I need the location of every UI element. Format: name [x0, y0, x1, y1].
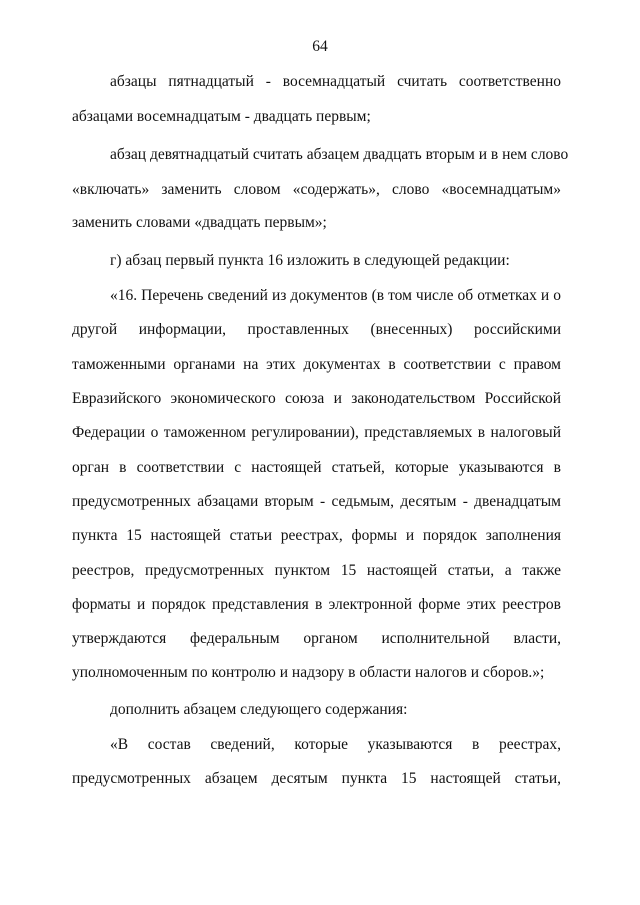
text-line: абзацами восемнадцатым - двадцать первым; [72, 108, 371, 125]
text-line: пункта 15 настоящей статьи реестрах, формы и порядок заполнения [72, 527, 561, 544]
text-line: предусмотренных абзацем десятым пункта 15 настоящей статьи, [72, 770, 561, 787]
text-line: предусмотренных абзацами вторым - седьмым, десятым - двенадцатым [72, 493, 561, 510]
text-line: уполномоченным по контролю и надзору в области налогов и сборов.»; [72, 664, 545, 681]
page-number: 64 [312, 38, 328, 55]
text-line: Федерации о таможенном регулировании), представляемых в налоговый [72, 424, 561, 441]
text-line: дополнить абзацем следующего содержания: [110, 701, 408, 718]
text-line: другой информации, проставленных (внесенных) российскими [72, 321, 561, 338]
text-line: таможенными органами на этих документах в соответствии с правом [72, 356, 561, 373]
text-line: заменить словами «двадцать первым»; [72, 214, 327, 231]
text-line: г) абзац первый пункта 16 изложить в следующей редакции: [110, 252, 510, 269]
text-line: абзацы пятнадцатый - восемнадцатый считать соответственно [110, 73, 561, 90]
text-line: реестров, предусмотренных пунктом 15 настоящей статьи, а также [72, 562, 561, 579]
text-line: абзац девятнадцатый считать абзацем двадцать вторым и в нем слово [110, 146, 569, 163]
text-line: «В состав сведений, которые указываются в реестрах, [110, 736, 561, 753]
text-line: «включать» заменить словом «содержать», слово «восемнадцатым» [72, 181, 561, 198]
text-line: форматы и порядок представления в электронной форме этих реестров [72, 596, 561, 613]
text-line: утверждаются федеральным органом исполнительной власти, [72, 630, 561, 647]
text-line: орган в соответствии с настоящей статьей, которые указываются в [72, 459, 561, 476]
text-line: «16. Перечень сведений из документов (в том числе об отметках и о [110, 287, 561, 304]
text-line: Евразийского экономического союза и законодательством Российской [72, 390, 561, 407]
